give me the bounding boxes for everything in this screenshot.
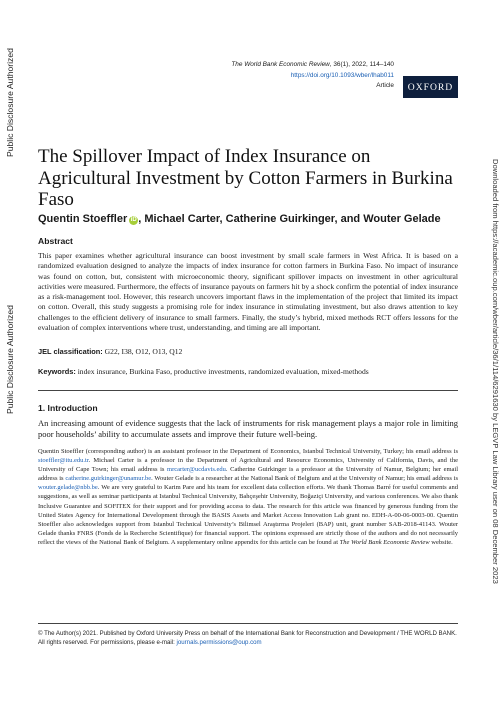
keywords-list: index insurance, Burkina Faso, productive investments, randomized evaluation, mixed-methods bbox=[75, 367, 369, 376]
footer-divider bbox=[38, 623, 458, 624]
copyright-line1: © The Author(s) 2021. Published by Oxford University Press on behalf of the International Bank for Reconstruction and Development / THE WORLD BANK. bbox=[38, 630, 457, 637]
footnote-text: . Catherine Guirkinger is a professor at the University of Namur, Belgium; her email address is bbox=[38, 466, 459, 483]
oxford-logo-text: OXFORD bbox=[407, 81, 454, 93]
article-title: The Spillover Impact of Index Insurance on Agricultural Investment by Cotton Farmers in Burkina Faso bbox=[38, 146, 453, 210]
permissions-email-link[interactable]: journals.permissions@oup.com bbox=[176, 639, 262, 646]
copyright-line2: All rights reserved. For permissions, please e-mail: bbox=[38, 639, 177, 646]
footnote-text: . We are very grateful to Karim Pare and his team for excellent data collection efforts. We thank Thomas Barré for useful comments and suggestions, as well as seminar participants at Istanbul Technical University, Bahçeşehir University, Boğaziçi University, and various conferences. We also thank Inclusive Guarantee and SOFITEX for their support and for providing access to data. The research for this article was financed by generous funding from the United States Agency for International Development through the BASIS Assets and Market Access Innovation Lab grant no. EDH-A-00-06-0003-00. Quentin Stoeffler also acknowledges support from Istanbul Technical University’s Bilimsel Araştırma Projeleri (BAP) unit, grant number SAB-2018-41143. Wouter Gelade thanks FNRS (Fonds de la Recherche Scientifique) for financial support. The opinions expressed are strictly those of the authors and do not necessarily reflect the views of the National Bank of Belgium. A supplementary online appendix for this article can be found at bbox=[38, 484, 458, 546]
journal-header bbox=[231, 60, 394, 92]
copyright-notice bbox=[38, 629, 478, 647]
journal-issue: , 36(1), 2022, 114–140 bbox=[329, 61, 394, 68]
journal-name: The World Bank Economic Review bbox=[231, 61, 330, 68]
footnote-text: . Michael Carter is a professor in the Department of Agricultural and Resource Economics, University of California, Davis, and the University of Cape Town; his email address is bbox=[38, 457, 458, 474]
introduction-text: An increasing amount of evidence suggests that the lack of instruments for risk management plays a major role in limiting poor households’ ability to accumulate assets and improve their future well-being. bbox=[38, 418, 458, 439]
section-divider bbox=[38, 390, 458, 391]
author-first: Quentin Stoeffler bbox=[38, 213, 128, 225]
abstract-heading: Abstract bbox=[38, 236, 73, 246]
oxford-logo bbox=[403, 76, 458, 98]
footnote-text: website. bbox=[429, 538, 453, 546]
footnote-text: Quentin Stoeffler (corresponding author) is an assistant professor in the Department of Economics, Istanbul Technical University, Turkey; his email address is bbox=[38, 448, 458, 455]
keywords-label: Keywords: bbox=[38, 367, 76, 376]
email-link-gelade[interactable]: wouter.gelade@nbb.be bbox=[38, 484, 98, 492]
public-disclosure-label-bottom: Public Disclosure Authorized bbox=[5, 305, 15, 414]
author-footnote bbox=[38, 447, 458, 547]
orcid-icon[interactable]: iD bbox=[130, 217, 137, 223]
public-disclosure-label-top: Public Disclosure Authorized bbox=[5, 48, 15, 157]
email-link-guirkinger[interactable]: catherine.guirkinger@unamur.be bbox=[65, 475, 152, 483]
journal-name-italic: The World Bank Economic Review bbox=[339, 538, 430, 546]
email-link-stoeffler[interactable]: stoeffler@itu.edu.tr bbox=[38, 457, 89, 465]
keywords bbox=[38, 367, 458, 377]
jel-codes: G22, I38, O12, O13, Q12 bbox=[102, 347, 183, 356]
jel-classification bbox=[38, 347, 458, 357]
jel-label: JEL classification: bbox=[38, 347, 103, 356]
download-watermark: Downloaded from https://academic.oup.com/wber/article/36/1/114/6291630 by LEGVP Law Library user on 08 December 2023 bbox=[491, 158, 500, 584]
footnote-text: . Wouter Gelade is a researcher at the National Bank of Belgium and at the University of Namur; his email address is bbox=[151, 475, 458, 483]
abstract-text: This paper examines whether agricultural insurance can boost investment by small scale farmers in West Africa. It is based on a randomized evaluation designed to analyze the impacts of index insurance for cotton farmers in Burkina Faso. No impact of insurance was found on cotton, but, consistent with microeconomic theory, significant spillover impacts on investment in other agricultural activities were measured. Furthermore, the effects of insurance payouts on farmers hit by a shock confirm the potential of index insurance as a risk-management tool. However, this research uncovers important flaws in the implementation of the project that limited its impact on cotton. Overall, this study suggests a promising role for index insurance in stimulating investment, but also draws attention to key challenges to the efficient delivery of insurance to small farmers. Finally, the study’s hybrid, mixed methods RCT offers lessons for the evaluation of complex interventions where trust, understanding, and timing are all important. bbox=[38, 251, 458, 333]
doi-link[interactable]: https://doi.org/10.1093/wber/lhab011 bbox=[290, 71, 394, 79]
article-type: Article bbox=[376, 82, 394, 89]
introduction-heading: 1. Introduction bbox=[38, 403, 98, 413]
author-list bbox=[38, 212, 458, 227]
email-link-carter[interactable]: mrcarter@ucdavis.edu bbox=[167, 466, 226, 474]
journal-citation bbox=[231, 60, 394, 71]
author-rest: , Michael Carter, Catherine Guirkinger, and Wouter Gelade bbox=[138, 213, 441, 225]
